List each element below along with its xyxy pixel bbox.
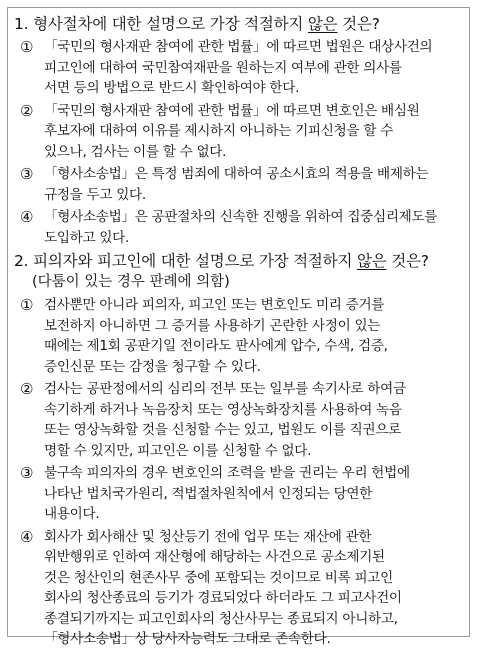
- option-line: 때에는 제1회 공판기일 전이라도 판사에게 압수, 수색, 검증,: [44, 338, 388, 354]
- exam-page: [7, 7, 470, 647]
- question-1: [14, 14, 463, 250]
- option-line: 검사는 공판정에서의 심리의 전부 또는 일부를 속기사로 하여금: [44, 381, 406, 397]
- question-number: 1.: [14, 15, 29, 33]
- option-marker: ④: [20, 527, 34, 546]
- option-marker: ②: [20, 101, 34, 120]
- option-4[interactable]: [14, 527, 463, 650]
- option-list: [14, 37, 463, 248]
- option-line: 「형사소송법」상 당사자능력도 그대로 존속한다.: [44, 631, 331, 647]
- option-line: 속기하게 하거나 녹음장치 또는 영상녹화장치를 사용하여 녹음: [44, 401, 402, 418]
- option-2[interactable]: [14, 101, 463, 163]
- option-text: [44, 379, 463, 461]
- option-line: 도입하고 있다.: [44, 229, 130, 246]
- option-line: 위반행위로 인하여 재산형에 해당하는 사건으로 공소제기된: [44, 549, 385, 565]
- question-stem: [14, 14, 463, 35]
- option-1[interactable]: [14, 295, 463, 377]
- option-line: 「형사소송법」은 공판절차의 신속한 진행을 위하여 집중심리제도를: [44, 209, 438, 225]
- option-line: 것은 청산인의 현존사무 중에 포함되는 것이므로 비록 피고인: [44, 569, 393, 586]
- stem-ending: 것은?: [386, 252, 429, 270]
- option-list: [14, 295, 463, 650]
- option-text: [44, 101, 463, 163]
- option-text: [44, 295, 463, 377]
- option-line: 규정을 두고 있다.: [44, 186, 146, 203]
- option-3[interactable]: [14, 164, 463, 205]
- question-number: 2.: [14, 252, 29, 270]
- option-line: 회사가 회사해산 및 청산등기 전에 업무 또는 재산에 관한: [44, 528, 372, 545]
- option-4[interactable]: [14, 207, 463, 248]
- option-line: 「국민의 형사재판 참여에 관한 법률」에 따르면 법원은 대상사건의: [44, 39, 433, 55]
- option-line: 회사의 청산종료의 등기가 경료되었다 하더라도 그 피고사건이: [44, 590, 402, 606]
- option-line: 「국민의 형사재판 참여에 관한 법률」에 따르면 변호인은 배심원: [44, 102, 420, 119]
- option-marker: ②: [20, 380, 34, 398]
- option-3[interactable]: [14, 463, 463, 525]
- question-stem: [14, 251, 463, 272]
- stem-emphasis: 않은: [307, 15, 338, 33]
- option-marker: ①: [20, 296, 34, 314]
- option-2[interactable]: [14, 379, 463, 461]
- option-text: [44, 164, 463, 205]
- option-text: [44, 207, 463, 248]
- option-line: 피고인에 대하여 국민참여재판을 원하는지 여부에 관한 의사를: [44, 59, 402, 76]
- option-line: 내용이다.: [44, 506, 100, 522]
- option-marker: ①: [20, 38, 34, 56]
- option-line: 증인신문 또는 감정을 청구할 수 있다.: [44, 358, 261, 375]
- option-line: 서면 등의 방법으로 반드시 확인하여야 한다.: [44, 80, 300, 96]
- stem-text: 형사절차에 대한 설명으로 가장 적절하지: [33, 15, 308, 33]
- option-line: 후보자에 대하여 이유를 제시하지 아니하는 기피신청을 할 수: [44, 123, 393, 139]
- option-line: 명할 수 있지만, 피고인은 이를 신청할 수 없다.: [44, 442, 312, 459]
- option-marker: ③: [20, 165, 34, 183]
- option-line: 또는 영상녹화할 것을 신청할 수는 있고, 법원도 이를 직권으로: [44, 422, 401, 438]
- option-line: 보전하지 아니하면 그 증거를 사용하기 곤란한 사정이 있는: [44, 317, 381, 334]
- option-line: 나타난 법치국가원리, 적법절차원칙에서 인정되는 당연한: [44, 485, 373, 502]
- stem-text: 피의자와 피고인에 대한 설명으로 가장 적절하지: [33, 252, 357, 270]
- stem-emphasis: 않은: [356, 252, 387, 270]
- question-note: (다툼이 있는 경우 판례에 의함): [32, 274, 230, 290]
- option-line: 불구속 피의자의 경우 변호인의 조력을 받을 권리는 우리 헌법에: [44, 465, 410, 481]
- stem-ending: 것은?: [337, 15, 380, 33]
- option-line: 검사뿐만 아니라 피의자, 피고인 또는 변호인도 미리 증거를: [44, 297, 385, 313]
- question-2: [14, 251, 463, 652]
- option-line: 종결되기까지는 피고인회사의 청산사무는 종료되지 아니하고,: [44, 610, 398, 627]
- option-line: 「형사소송법」은 특정 범죄에 대하여 공소시효의 적용을 배제하는: [44, 166, 429, 182]
- option-text: [44, 463, 463, 525]
- option-text: [44, 527, 463, 650]
- option-text: [44, 37, 463, 99]
- option-line: 있으나, 검사는 이를 할 수 없다.: [44, 143, 227, 160]
- option-1[interactable]: [14, 37, 463, 99]
- option-marker: ③: [20, 464, 34, 482]
- option-marker: ④: [20, 208, 34, 226]
